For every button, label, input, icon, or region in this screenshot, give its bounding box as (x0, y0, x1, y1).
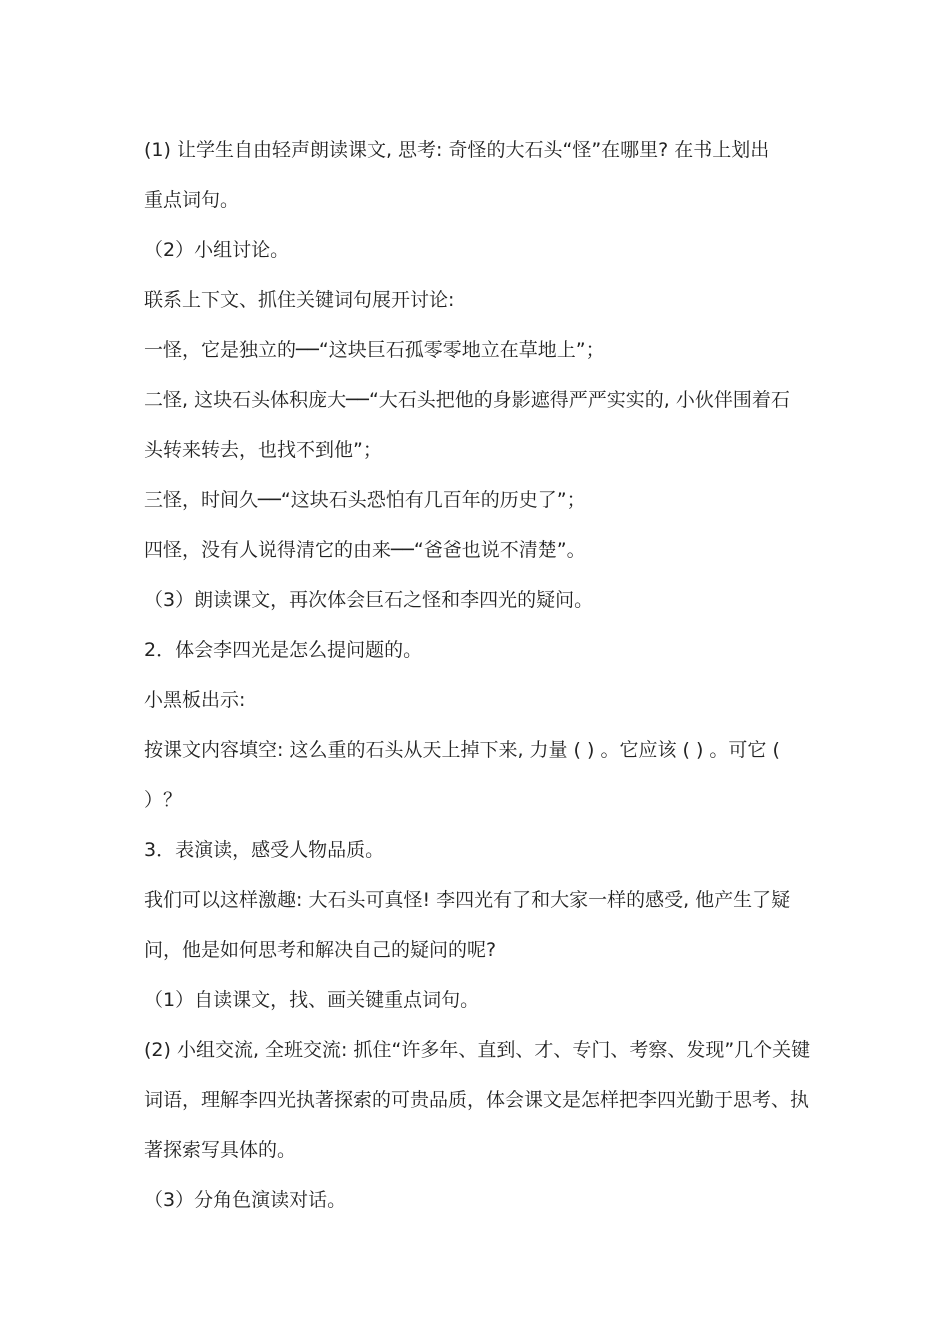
text-line: 小黑板出示: (144, 689, 246, 711)
text-line: 问，他是如何思考和解决自己的疑问的呢? (144, 939, 497, 961)
text-line: 3．表演读，感受人物品质。 (144, 839, 385, 861)
text-line: 三怪，时间久──“这块石头恐怕有几百年的历史了”； (144, 489, 586, 511)
text-line: ）？ (144, 789, 183, 811)
text-line: 二怪, 这块石头体积庞大──“大石头把他的身影遮得严严实实的, 小伙伴围着石 (144, 389, 790, 411)
text-line: 一怪，它是独立的──“这块巨石孤零零地立在草地上”； (144, 339, 605, 361)
text-line: (2) 小组交流, 全班交流: 抓住“许多年、直到、才、专门、考察、发现”几个关键 (144, 1039, 811, 1061)
text-line: 按课文内容填空: 这么重的石头从天上掉下来, 力量 ( ) 。它应该 ( ) 。可它 ( (144, 739, 780, 761)
text-line: 词语，理解李四光执著探索的可贵品质，体会课文是怎样把李四光勤于思考、执 (144, 1089, 810, 1111)
text-line: （3）分角色演读对话。 (144, 1189, 347, 1211)
text-line: 我们可以这样激趣: 大石头可真怪! 李四光有了和大家一样的感受, 他产生了疑 (144, 889, 791, 911)
text-line: 著探索写具体的。 (144, 1139, 297, 1161)
text-line: （2）小组讨论。 (144, 239, 290, 261)
text-line: 头转来转去，也找不到他”； (144, 439, 382, 461)
text-line: 四怪，没有人说得清它的由来──“爸爸也说不清楚”。 (144, 539, 586, 561)
text-line: 联系上下文、抓住关键词句展开讨论: (144, 289, 455, 311)
text-line: （3）朗读课文，再次体会巨石之怪和李四光的疑问。 (144, 589, 594, 611)
text-line: 重点词句。 (144, 189, 240, 211)
text-line: （1）自读课文，找、画关键重点词句。 (144, 989, 480, 1011)
text-line: (1) 让学生自由轻声朗读课文, 思考: 奇怪的大石头“怪”在哪里? 在书上划出 (144, 139, 770, 161)
text-line: 2．体会李四光是怎么提问题的。 (144, 639, 423, 661)
